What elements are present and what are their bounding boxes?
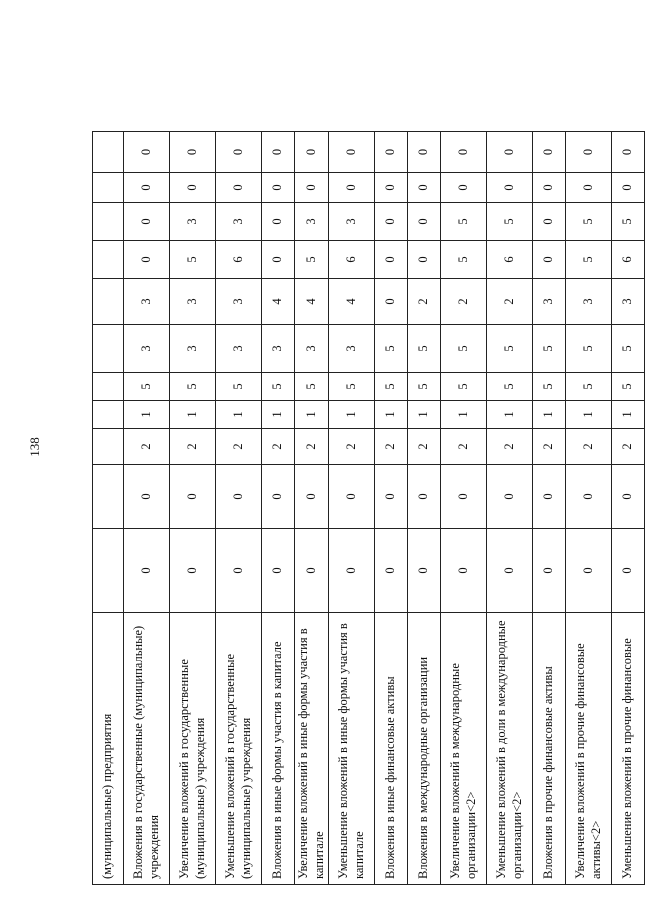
code-cell: 0 [566, 173, 612, 203]
code-cell: 2 [566, 429, 612, 465]
code-cell: 5 [487, 325, 533, 373]
code-cell: 0 [612, 173, 645, 203]
table-container [92, 132, 635, 885]
code-cell: 0 [375, 241, 408, 279]
code-cell: 0 [408, 173, 441, 203]
table-row [295, 132, 329, 885]
code-cell: 3 [262, 325, 295, 373]
code-cell: 3 [170, 203, 216, 241]
code-cell: 5 [487, 203, 533, 241]
code-cell: 5 [612, 373, 645, 401]
code-cell: 2 [329, 429, 375, 465]
code-cell [93, 241, 124, 279]
table-row [408, 132, 441, 885]
code-cell: 0 [533, 132, 566, 173]
row-label-cell: Вложения в иные финансовые активы [375, 613, 408, 885]
code-cell: 0 [375, 132, 408, 173]
code-cell: 0 [295, 132, 329, 173]
table-row [487, 132, 533, 885]
code-cell: 2 [612, 429, 645, 465]
code-cell: 5 [533, 373, 566, 401]
code-cell [93, 279, 124, 325]
code-cell: 5 [170, 373, 216, 401]
table-row [441, 132, 487, 885]
code-cell: 0 [408, 529, 441, 613]
code-cell: 0 [124, 173, 170, 203]
code-cell: 5 [262, 373, 295, 401]
row-label-cell: (муниципальные) предприятия [93, 613, 124, 885]
code-cell: 2 [262, 429, 295, 465]
code-cell: 5 [441, 373, 487, 401]
code-cell: 0 [329, 529, 375, 613]
code-cell: 2 [295, 429, 329, 465]
code-cell: 5 [295, 373, 329, 401]
code-cell: 5 [408, 325, 441, 373]
code-cell: 5 [566, 325, 612, 373]
row-label-cell: Уменьшение вложений в иные формы участия в капитале [329, 613, 375, 885]
code-cell: 0 [216, 465, 262, 529]
table-body [93, 132, 645, 885]
code-cell: 0 [262, 241, 295, 279]
code-cell: 0 [170, 173, 216, 203]
code-cell: 5 [295, 241, 329, 279]
code-cell: 6 [329, 241, 375, 279]
code-cell: 0 [124, 465, 170, 529]
code-cell: 0 [375, 203, 408, 241]
code-cell: 6 [612, 241, 645, 279]
code-cell: 0 [487, 173, 533, 203]
code-cell: 3 [566, 279, 612, 325]
code-cell: 1 [408, 401, 441, 429]
code-cell: 0 [566, 132, 612, 173]
code-cell: 1 [216, 401, 262, 429]
code-cell: 0 [533, 203, 566, 241]
code-cell: 2 [408, 279, 441, 325]
table-row [329, 132, 375, 885]
code-cell: 3 [329, 325, 375, 373]
code-cell: 5 [487, 373, 533, 401]
classification-table [92, 131, 645, 885]
code-cell: 3 [170, 325, 216, 373]
code-cell: 5 [566, 241, 612, 279]
code-cell [93, 203, 124, 241]
code-cell: 0 [487, 465, 533, 529]
table-row [170, 132, 216, 885]
row-label-cell: Вложения в прочие финансовые активы [533, 613, 566, 885]
code-cell: 1 [612, 401, 645, 429]
code-cell: 5 [441, 241, 487, 279]
code-cell: 0 [441, 132, 487, 173]
table-row [533, 132, 566, 885]
code-cell: 1 [441, 401, 487, 429]
code-cell: 5 [170, 241, 216, 279]
code-cell: 0 [170, 465, 216, 529]
code-cell: 0 [295, 529, 329, 613]
row-label-cell: Уменьшение вложений в доли в международные организации<2> [487, 613, 533, 885]
code-cell: 0 [612, 132, 645, 173]
code-cell: 1 [262, 401, 295, 429]
code-cell: 5 [375, 373, 408, 401]
code-cell: 0 [566, 465, 612, 529]
table-row [612, 132, 645, 885]
table-row [93, 132, 124, 885]
code-cell: 4 [295, 279, 329, 325]
code-cell: 0 [408, 203, 441, 241]
code-cell: 4 [262, 279, 295, 325]
row-label-cell: Вложения в государственные (муниципальные) учреждения [124, 613, 170, 885]
table-row [375, 132, 408, 885]
row-label-cell: Вложения в международные организации [408, 613, 441, 885]
code-cell: 4 [329, 279, 375, 325]
code-cell: 1 [329, 401, 375, 429]
code-cell: 5 [566, 373, 612, 401]
code-cell: 0 [566, 529, 612, 613]
code-cell: 5 [375, 325, 408, 373]
code-cell: 0 [170, 132, 216, 173]
code-cell: 2 [441, 279, 487, 325]
code-cell [93, 373, 124, 401]
code-cell: 0 [612, 529, 645, 613]
code-cell: 0 [295, 465, 329, 529]
code-cell: 0 [124, 203, 170, 241]
code-cell: 0 [170, 529, 216, 613]
code-cell: 0 [487, 529, 533, 613]
code-cell: 3 [170, 279, 216, 325]
code-cell: 0 [441, 173, 487, 203]
code-cell: 0 [329, 465, 375, 529]
code-cell: 2 [487, 279, 533, 325]
row-label-cell: Увеличение вложений в прочие финансовые активы<2> [566, 613, 612, 885]
code-cell: 5 [566, 203, 612, 241]
code-cell: 1 [487, 401, 533, 429]
code-cell [93, 529, 124, 613]
code-cell: 0 [375, 279, 408, 325]
code-cell: 5 [441, 325, 487, 373]
code-cell [93, 429, 124, 465]
code-cell: 0 [375, 529, 408, 613]
code-cell: 0 [441, 529, 487, 613]
code-cell: 3 [612, 279, 645, 325]
code-cell: 0 [216, 529, 262, 613]
code-cell: 0 [533, 529, 566, 613]
code-cell: 0 [329, 173, 375, 203]
row-label-cell: Уменьшение вложений в прочие финансовые [612, 613, 645, 885]
code-cell: 2 [408, 429, 441, 465]
table-row [124, 132, 170, 885]
row-label-cell: Увеличение вложений в государственные (муниципальные) учреждения [170, 613, 216, 885]
code-cell: 1 [533, 401, 566, 429]
code-cell: 0 [533, 241, 566, 279]
page-number: 138 [27, 437, 42, 457]
code-cell: 5 [329, 373, 375, 401]
code-cell: 5 [124, 373, 170, 401]
row-label-cell: Увеличение вложений в международные организации<2> [441, 613, 487, 885]
code-cell [93, 132, 124, 173]
code-cell: 6 [487, 241, 533, 279]
code-cell: 5 [441, 203, 487, 241]
code-cell: 0 [124, 132, 170, 173]
code-cell: 3 [124, 279, 170, 325]
code-cell: 3 [216, 279, 262, 325]
code-cell: 1 [295, 401, 329, 429]
code-cell: 3 [295, 325, 329, 373]
table-row [566, 132, 612, 885]
code-cell: 2 [375, 429, 408, 465]
code-cell: 0 [533, 173, 566, 203]
code-cell: 3 [533, 279, 566, 325]
code-cell: 2 [441, 429, 487, 465]
code-cell: 0 [533, 465, 566, 529]
code-cell: 0 [262, 203, 295, 241]
code-cell: 5 [216, 373, 262, 401]
code-cell: 3 [216, 203, 262, 241]
code-cell: 0 [487, 132, 533, 173]
code-cell: 2 [533, 429, 566, 465]
code-cell: 6 [216, 241, 262, 279]
code-cell: 0 [216, 173, 262, 203]
code-cell: 2 [170, 429, 216, 465]
code-cell: 0 [441, 465, 487, 529]
code-cell: 3 [216, 325, 262, 373]
code-cell: 0 [408, 241, 441, 279]
code-cell: 3 [295, 203, 329, 241]
code-cell: 0 [262, 132, 295, 173]
code-cell: 5 [612, 203, 645, 241]
code-cell [93, 401, 124, 429]
row-label-cell: Уменьшение вложений в государственные (муниципальные) учреждения [216, 613, 262, 885]
code-cell [93, 173, 124, 203]
code-cell: 3 [329, 203, 375, 241]
code-cell: 0 [408, 465, 441, 529]
code-cell: 3 [124, 325, 170, 373]
code-cell: 0 [295, 173, 329, 203]
code-cell: 1 [375, 401, 408, 429]
code-cell: 0 [124, 529, 170, 613]
code-cell: 0 [408, 132, 441, 173]
code-cell: 5 [612, 325, 645, 373]
code-cell: 1 [566, 401, 612, 429]
code-cell: 2 [124, 429, 170, 465]
code-cell: 0 [124, 241, 170, 279]
code-cell: 0 [612, 465, 645, 529]
code-cell: 0 [262, 465, 295, 529]
table-row [262, 132, 295, 885]
code-cell: 2 [487, 429, 533, 465]
row-label-cell: Увеличение вложений в иные формы участия в капитале [295, 613, 329, 885]
table-row [216, 132, 262, 885]
code-cell: 0 [216, 132, 262, 173]
row-label-cell: Вложения в иные формы участия в капитале [262, 613, 295, 885]
code-cell: 0 [375, 465, 408, 529]
code-cell: 0 [329, 132, 375, 173]
code-cell: 5 [533, 325, 566, 373]
code-cell: 1 [124, 401, 170, 429]
code-cell [93, 325, 124, 373]
code-cell: 0 [375, 173, 408, 203]
rotated-table-frame [92, 132, 635, 885]
code-cell: 0 [262, 173, 295, 203]
code-cell: 5 [408, 373, 441, 401]
code-cell: 1 [170, 401, 216, 429]
code-cell: 0 [262, 529, 295, 613]
code-cell [93, 465, 124, 529]
code-cell: 2 [216, 429, 262, 465]
